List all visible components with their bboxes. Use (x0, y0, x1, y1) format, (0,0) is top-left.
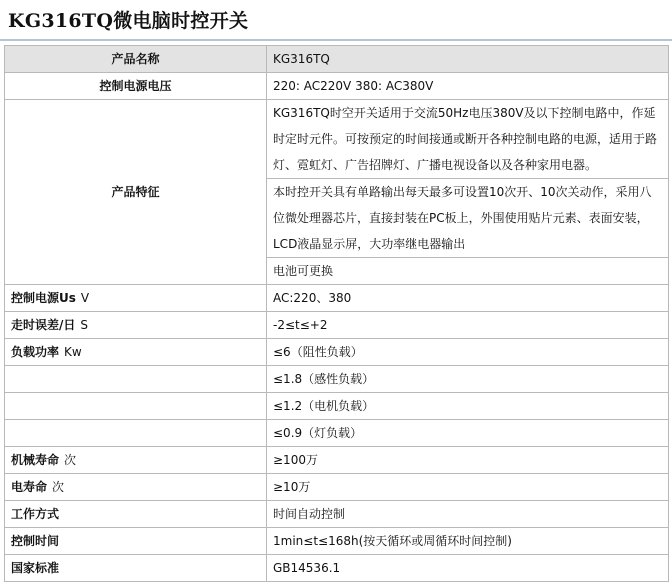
table-row (5, 501, 669, 528)
power-supply-unit: V (80, 291, 90, 305)
table-row (5, 555, 669, 582)
table-row (5, 528, 669, 555)
control-time-label: 控制时间 (5, 528, 267, 555)
features-label: 产品特征 (5, 100, 267, 285)
elec-life-label: 电寿命 次 (5, 474, 267, 501)
work-mode-label: 工作方式 (5, 501, 267, 528)
header-label: 产品名称 (5, 46, 267, 73)
table-row (5, 393, 669, 420)
load-power-value-4: ≤0.9（灯负载） (267, 420, 669, 447)
table-row (5, 339, 669, 366)
time-error-unit: S (80, 318, 89, 332)
empty-cell (5, 366, 267, 393)
standard-label: 国家标准 (5, 555, 267, 582)
load-power-value-1: ≤6（阻性负载） (267, 339, 669, 366)
empty-cell (5, 420, 267, 447)
elec-life-value: ≥10万 (267, 474, 669, 501)
feature-item-2: 本时控开关具有单路输出每天最多可设置10次开、10次关动作，采用八位微处理器芯片，直接封装在PC板上，外围使用贴片元素、表面安装，LCD液晶显示屏，大功率继电器输出 (267, 179, 669, 258)
feature-item-1: KG316TQ时空开关适用于交流50Hz电压380V及以下控制电路中，作延时定时元件。可按预定的时间接通或断开各种控制电路的电源，适用于路灯、霓虹灯、广告招牌灯、广播电视设备以及各种家用电器。 (267, 100, 669, 179)
table-row (5, 366, 669, 393)
power-supply-value: AC:220、380 (267, 285, 669, 312)
page-title: KG316TQ微电脑时控开关 (8, 10, 249, 32)
feature-item-3: 电池可更换 (267, 258, 669, 285)
time-error-value: -2≤t≤+2 (267, 312, 669, 339)
load-power-unit: Kw (64, 345, 82, 359)
power-supply-label: 控制电源Us V (5, 285, 267, 312)
table-row (5, 285, 669, 312)
table-row (5, 474, 669, 501)
load-power-label: 负载功率 Kw (5, 339, 267, 366)
title-divider (0, 39, 672, 41)
time-error-label: 走时误差/日 S (5, 312, 267, 339)
elec-life-unit: 次 (52, 480, 65, 494)
table-row (5, 447, 669, 474)
table-row (5, 73, 669, 100)
control-time-value: 1min≤t≤168h(按天循环或周循环时间控制) (267, 528, 669, 555)
header-value: KG316TQ (267, 46, 669, 73)
voltage-value: 220: AC220V 380: AC380V (267, 73, 669, 100)
table-row (5, 100, 669, 179)
standard-value: GB14536.1 (267, 555, 669, 582)
mech-life-value: ≥100万 (267, 447, 669, 474)
mech-life-label: 机械寿命 次 (5, 447, 267, 474)
load-power-value-2: ≤1.8（感性负载） (267, 366, 669, 393)
voltage-label: 控制电源电压 (5, 73, 267, 100)
spec-table (4, 45, 669, 582)
work-mode-value: 时间自动控制 (267, 501, 669, 528)
mech-life-unit: 次 (64, 453, 77, 467)
empty-cell (5, 393, 267, 420)
table-row (5, 420, 669, 447)
load-power-value-3: ≤1.2（电机负载） (267, 393, 669, 420)
table-header-row (5, 46, 669, 73)
table-row (5, 312, 669, 339)
